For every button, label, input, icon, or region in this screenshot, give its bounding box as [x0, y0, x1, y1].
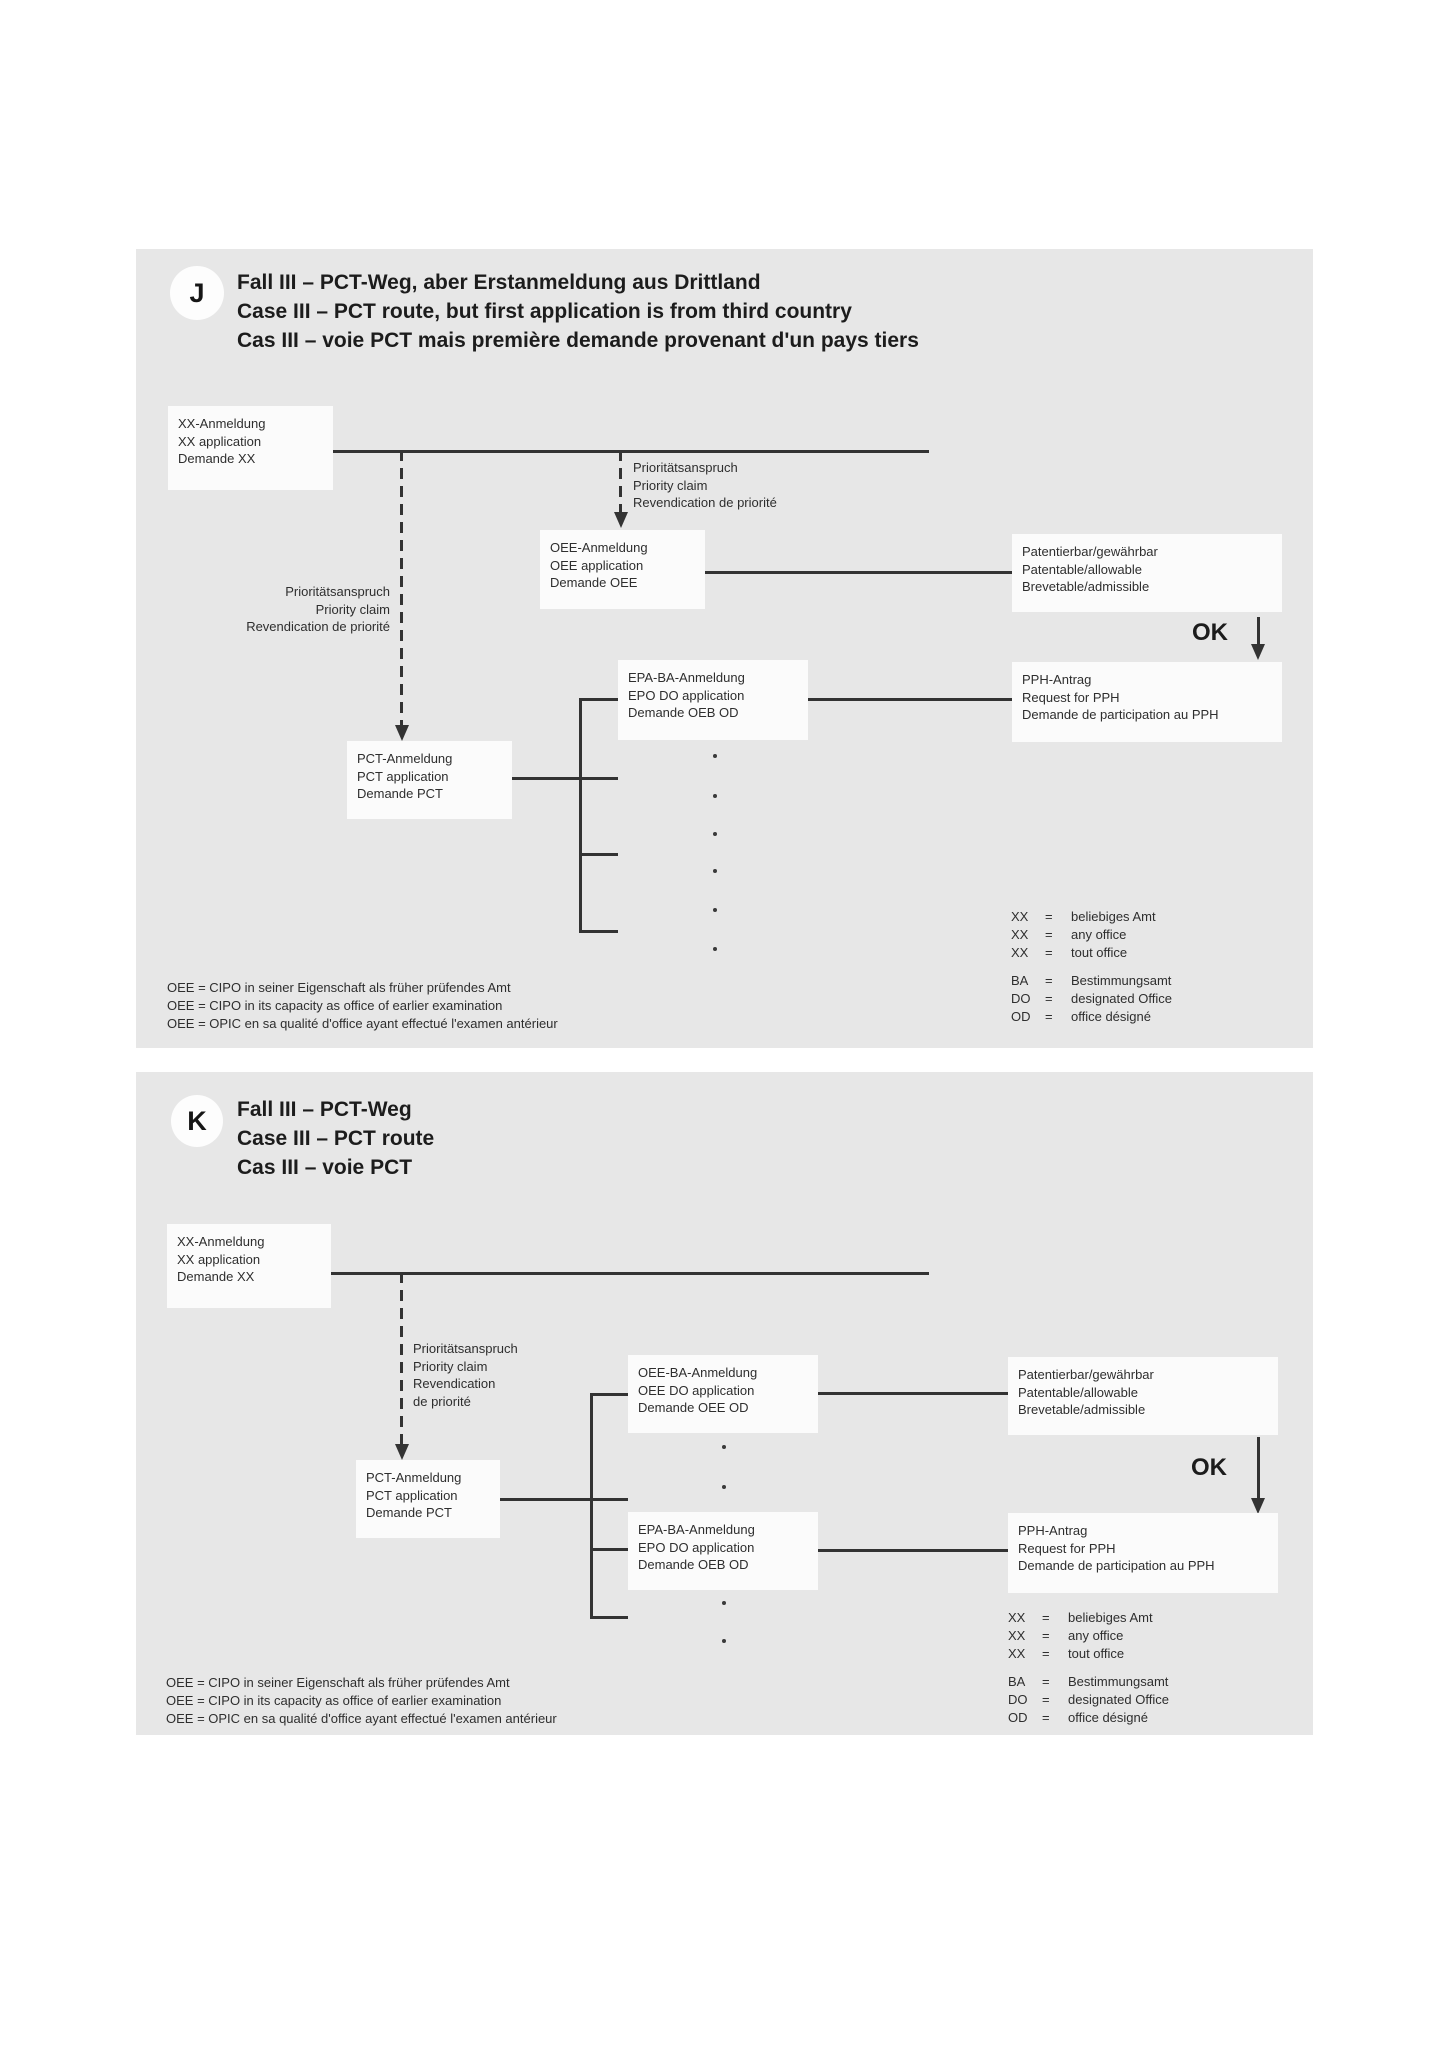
legend-abbr: XX — [1011, 945, 1029, 960]
priority-mid-en: Priority claim — [633, 477, 708, 493]
box-xx-line-de: XX-Anmeldung — [177, 1234, 265, 1249]
box-pct-line-de: PCT-Anmeldung — [357, 751, 453, 766]
legend-ba — [1011, 972, 1172, 1026]
box-xx-line-en: XX application — [177, 1251, 261, 1267]
box-xx-line-de: XX-Anmeldung — [178, 416, 266, 431]
priority-mid-fr: Revendication de priorité — [633, 495, 777, 510]
connector-epa-pph — [808, 698, 1012, 701]
ellipsis-dot — [722, 1639, 726, 1643]
ellipsis-dot — [713, 908, 717, 912]
legend-eq: = — [1042, 1692, 1050, 1707]
branch-stub-mid — [590, 1548, 628, 1551]
box-pct-line-en: PCT application — [357, 768, 449, 784]
panel-k-badge — [171, 1095, 223, 1147]
box-oee-ba-line-de: OEE-BA-Anmeldung — [638, 1365, 758, 1380]
box-patentable-line-fr: Brevetable/admissible — [1022, 579, 1150, 594]
box-patentable-line-fr: Brevetable/admissible — [1018, 1402, 1146, 1417]
ellipsis-dot — [722, 1601, 726, 1605]
box-pph-line-en: Request for PPH — [1018, 1540, 1116, 1556]
panel-j-badge — [170, 266, 224, 320]
legend-eq: = — [1045, 1009, 1053, 1024]
box-epa-ba-line-en: EPO DO application — [638, 1539, 755, 1555]
ellipsis-dot — [713, 832, 717, 836]
legend-text: beliebiges Amt — [1071, 909, 1156, 924]
branch-stub-top — [579, 698, 618, 701]
box-epa-line-fr: Demande OEB OD — [628, 705, 739, 720]
legend-eq: = — [1045, 909, 1053, 924]
legend-abbr: XX — [1011, 909, 1029, 924]
box-epa-line-de: EPA-BA-Anmeldung — [628, 670, 745, 685]
legend-eq: = — [1045, 927, 1053, 942]
box-xx-application — [167, 1224, 331, 1308]
connector-xx-timeline — [333, 450, 929, 453]
priority-en: Priority claim — [413, 1358, 488, 1374]
legend-text: any office — [1068, 1628, 1124, 1643]
legend-text: tout office — [1068, 1646, 1125, 1661]
legend-xx-row — [1011, 944, 1156, 962]
legend-abbr: OD — [1008, 1710, 1028, 1725]
ok-arrow-line — [1257, 1437, 1260, 1498]
priority-claim-label-mid — [633, 459, 777, 512]
box-pph-line-fr: Demande de participation au PPH — [1022, 707, 1219, 722]
legend-eq: = — [1045, 991, 1053, 1006]
legend-xx-row — [1008, 1645, 1153, 1663]
ellipsis-dot — [713, 754, 717, 758]
legend-xx-row — [1011, 908, 1156, 926]
ok-arrow-line — [1257, 617, 1260, 644]
down-arrow-icon — [614, 512, 628, 528]
legend-abbr: XX — [1011, 927, 1029, 942]
legend-ba — [1008, 1673, 1169, 1727]
box-oee-line-de: OEE-Anmeldung — [550, 540, 648, 555]
panel-j-title-fr: Cas III – voie PCT mais première demande provenant d'un pays tiers — [237, 329, 919, 352]
box-oee-ba-line-fr: Demande OEE OD — [638, 1400, 749, 1415]
box-pct-application — [347, 741, 512, 819]
legend-abbr: OD — [1011, 1009, 1031, 1024]
ellipsis-dot — [722, 1485, 726, 1489]
legend-ba-row — [1008, 1691, 1169, 1709]
legend-text: office désigné — [1071, 1009, 1151, 1024]
panel-k-title-en: Case III – PCT route — [237, 1127, 435, 1150]
legend-text: tout office — [1071, 945, 1128, 960]
panel-case-iii-third-country — [136, 249, 1313, 1048]
panel-k-title-de: Fall III – PCT-Weg — [237, 1098, 412, 1121]
legend-oee-de: OEE = CIPO in seiner Eigenschaft als früher prüfendes Amt — [167, 980, 511, 995]
legend-abbr: XX — [1008, 1646, 1026, 1661]
box-pct-line-de: PCT-Anmeldung — [366, 1470, 462, 1485]
legend-abbr: BA — [1008, 1674, 1026, 1689]
box-patentable — [1012, 534, 1282, 612]
box-xx-application — [168, 406, 333, 490]
priority-mid-de: Prioritätsanspruch — [633, 460, 738, 475]
box-pct-line-en: PCT application — [366, 1487, 458, 1503]
box-epa-do-application — [628, 1512, 818, 1590]
ok-label: OK — [1192, 619, 1228, 646]
box-xx-line-fr: Demande XX — [178, 451, 256, 466]
legend-text: designated Office — [1068, 1692, 1169, 1707]
priority-de: Prioritätsanspruch — [413, 1341, 518, 1356]
connector-epa-pph — [818, 1549, 1008, 1552]
legend-xx-row — [1008, 1609, 1153, 1627]
legend-abbr: DO — [1011, 991, 1031, 1006]
legend-abbr: DO — [1008, 1692, 1028, 1707]
legend-ba-row — [1008, 1709, 1169, 1727]
legend-eq: = — [1042, 1674, 1050, 1689]
legend-xx-row — [1008, 1627, 1153, 1645]
box-epa-ba-line-de: EPA-BA-Anmeldung — [638, 1522, 755, 1537]
legend-eq: = — [1042, 1710, 1050, 1725]
box-epa-do-application — [618, 660, 808, 740]
legend-xx — [1008, 1609, 1153, 1663]
connector-oee-patentable — [818, 1392, 1008, 1395]
box-epa-line-en: EPO DO application — [628, 687, 745, 703]
connector-pct-rake — [500, 1498, 628, 1501]
box-oee-ba-line-en: OEE DO application — [638, 1382, 755, 1398]
box-epa-ba-line-fr: Demande OEB OD — [638, 1557, 749, 1572]
box-patentable-line-en: Patentable/allowable — [1018, 1384, 1138, 1400]
box-patentable-line-de: Patentierbar/gewährbar — [1022, 544, 1158, 559]
dashed-priority-line-pct — [400, 450, 403, 725]
legend-eq: = — [1042, 1628, 1050, 1643]
legend-text: any office — [1071, 927, 1127, 942]
box-pph-request — [1008, 1513, 1278, 1593]
ellipsis-dot — [722, 1445, 726, 1449]
box-xx-line-fr: Demande XX — [177, 1269, 255, 1284]
box-oee-application — [540, 530, 705, 609]
legend-eq: = — [1042, 1646, 1050, 1661]
panel-k-badge-letter: K — [187, 1105, 207, 1136]
ellipsis-dot — [713, 869, 717, 873]
down-arrow-icon — [1251, 1498, 1265, 1514]
box-oee-line-fr: Demande OEE — [550, 575, 638, 590]
ok-label: OK — [1191, 1454, 1227, 1481]
box-xx-line-en: XX application — [178, 433, 262, 449]
box-patentable — [1008, 1357, 1278, 1435]
legend-eq: = — [1042, 1610, 1050, 1625]
box-oee-do-application — [628, 1355, 818, 1433]
legend-ba-row — [1008, 1673, 1169, 1691]
box-pph-request — [1012, 662, 1282, 742]
legend-eq: = — [1045, 945, 1053, 960]
connector-pct-rake — [512, 777, 618, 780]
priority-claim-label — [413, 1340, 518, 1410]
box-pph-line-de: PPH-Antrag — [1018, 1523, 1088, 1538]
priority-fr-1: Revendication — [413, 1376, 496, 1391]
legend-xx-row — [1011, 926, 1156, 944]
legend-oee-en: OEE = CIPO in its capacity as office of earlier examination — [167, 998, 503, 1013]
box-pph-line-en: Request for PPH — [1022, 689, 1120, 705]
priority-left-fr: Revendication de priorité — [246, 619, 390, 634]
priority-left-en: Priority claim — [315, 601, 390, 617]
priority-claim-label-left — [136, 583, 390, 636]
branch-stub-bottom — [590, 1616, 628, 1619]
legend-ba-row — [1011, 990, 1172, 1008]
box-pph-line-fr: Demande de participation au PPH — [1018, 1558, 1215, 1573]
legend-abbr: BA — [1011, 973, 1029, 988]
dashed-priority-line-pct — [400, 1272, 403, 1444]
branch-rake-line — [590, 1393, 593, 1619]
legend-oee — [166, 1674, 557, 1728]
box-patentable-line-en: Patentable/allowable — [1022, 561, 1142, 577]
legend-oee — [167, 979, 558, 1033]
panel-k-title — [237, 1095, 434, 1182]
legend-oee-de: OEE = CIPO in seiner Eigenschaft als früher prüfendes Amt — [166, 1675, 510, 1690]
ellipsis-dot — [713, 794, 717, 798]
legend-oee-fr: OEE = OPIC en sa qualité d'office ayant effectué l'examen antérieur — [167, 1016, 558, 1031]
panel-k-title-fr: Cas III – voie PCT — [237, 1156, 413, 1179]
branch-stub-top — [590, 1393, 628, 1396]
box-patentable-line-de: Patentierbar/gewährbar — [1018, 1367, 1154, 1382]
legend-text: beliebiges Amt — [1068, 1610, 1153, 1625]
panel-j-title — [237, 268, 919, 355]
panel-j-badge-letter: J — [189, 277, 205, 308]
box-pct-line-fr: Demande PCT — [366, 1505, 452, 1520]
legend-abbr: XX — [1008, 1610, 1026, 1625]
legend-oee-fr: OEE = OPIC en sa qualité d'office ayant effectué l'examen antérieur — [166, 1711, 557, 1726]
dashed-priority-line-oee — [619, 450, 622, 512]
legend-oee-en: OEE = CIPO in its capacity as office of earlier examination — [166, 1693, 502, 1708]
down-arrow-icon — [395, 1444, 409, 1460]
branch-rake-line — [579, 698, 582, 933]
legend-eq: = — [1045, 973, 1053, 988]
box-pct-application — [356, 1460, 500, 1538]
ellipsis-dot — [713, 947, 717, 951]
legend-text: Bestimmungsamt — [1068, 1674, 1169, 1689]
legend-xx — [1011, 908, 1156, 962]
box-pct-line-fr: Demande PCT — [357, 786, 443, 801]
legend-ba-row — [1011, 1008, 1172, 1026]
priority-fr-2: de priorité — [413, 1393, 471, 1409]
priority-left-de: Prioritätsanspruch — [285, 584, 390, 599]
legend-text: designated Office — [1071, 991, 1172, 1006]
connector-xx-timeline — [331, 1272, 929, 1275]
down-arrow-icon — [395, 725, 409, 741]
panel-j-title-de: Fall III – PCT-Weg, aber Erstanmeldung aus Drittland — [237, 271, 761, 294]
legend-ba-row — [1011, 972, 1172, 990]
legend-text: office désigné — [1068, 1710, 1148, 1725]
box-oee-line-en: OEE application — [550, 557, 644, 573]
legend-abbr: XX — [1008, 1628, 1026, 1643]
connector-oee-patentable — [705, 571, 1012, 574]
box-pph-line-de: PPH-Antrag — [1022, 672, 1092, 687]
down-arrow-icon — [1251, 644, 1265, 660]
panel-j-title-en: Case III – PCT route, but first application is from third country — [237, 300, 852, 323]
panel-case-iii-pct-route — [136, 1072, 1313, 1735]
branch-stub-mid — [579, 853, 618, 856]
branch-stub-bottom — [579, 930, 618, 933]
legend-text: Bestimmungsamt — [1071, 973, 1172, 988]
